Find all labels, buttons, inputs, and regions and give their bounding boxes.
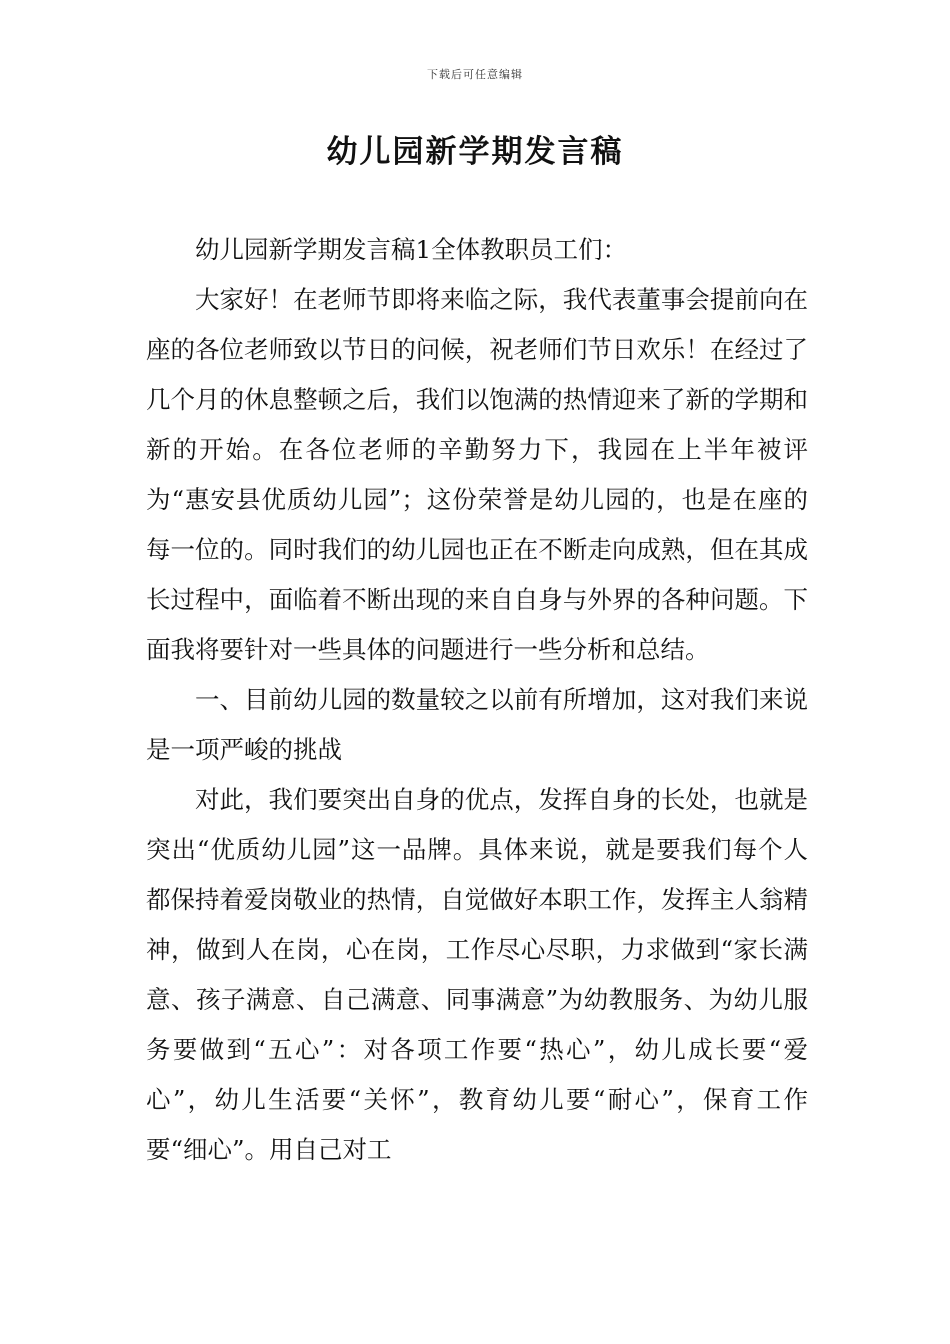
paragraph-section-one: 一、目前幼儿园的数量较之以前有所增加，这对我们来说是一项严峻的挑战 — [146, 685, 808, 764]
page-title: 幼儿园新学期发言稿 — [326, 134, 624, 170]
document-body — [146, 225, 808, 1175]
paragraph-greeting: 大家好！在老师节即将来临之际，我代表董事会提前向在座的各位老师致以节日的问候，祝老师们节日欢乐！在经过了几个月的休息整顿之后，我们以饱满的热情迎来了新的学期和新的开始。在各位老师的辛勤努力下，我园在上半年被评为“惠安县优质幼儿园”；这份荣誉是幼儿园的，也是在座的每一位的。同时我们的幼儿园也正在不断走向成熟，但在其成长过程中，面临着不断出现的来自自身与外界的各种问题。下面我将要针对一些具体的问题进行一些分析和总结。 — [146, 285, 808, 664]
header-note: 下载后可任意编辑 — [427, 68, 523, 81]
paragraph-response: 对此，我们要突出自身的优点，发挥自身的长处，也就是突出“优质幼儿园”这一品牌。具体来说，就是要我们每个人都保持着爱岗敬业的热情，自觉做好本职工作，发挥主人翁精神，做到人在岗，心在岗，工作尽心尽职，力求做到“家长满意、孩子满意、自己满意、同事满意”为幼教服务、为幼儿服务要做到“五心”：对各项工作要“热心”，幼儿成长要“爱心”，幼儿生活要“关怀”，教育幼儿要“耐心”，保育工作要“细心”。用自己对工 — [146, 785, 808, 1164]
paragraph-intro: 幼儿园新学期发言稿1全体教职员工们： — [195, 235, 628, 264]
